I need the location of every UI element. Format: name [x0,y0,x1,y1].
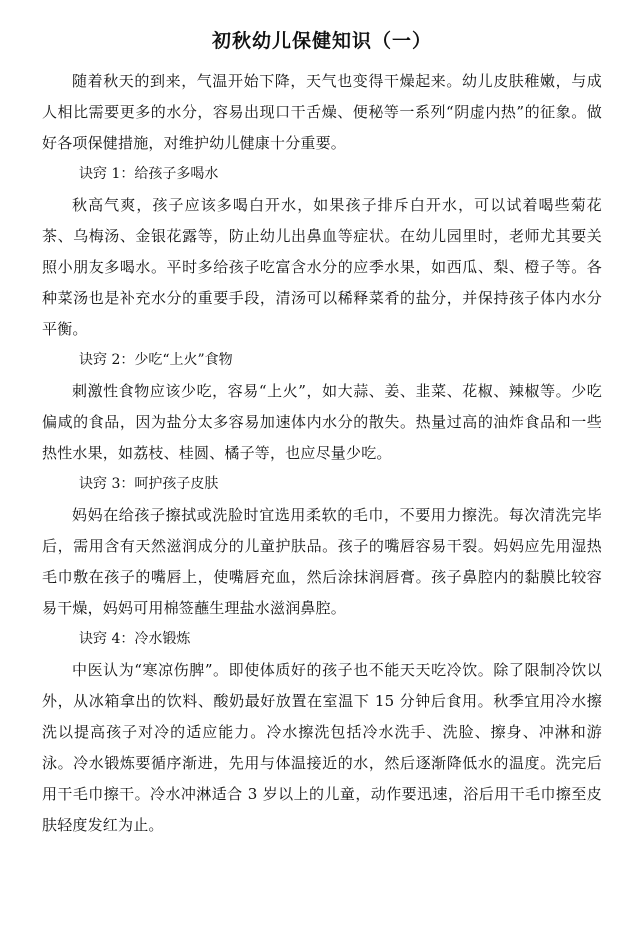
intro-paragraph: 随着秋天的到来，气温开始下降，天气也变得干燥起来。幼儿皮肤稚嫩，与成人相比需要更多的水分，容易出现口干舌燥、便秘等一系列“阴虚内热”的征象。做好各项保健措施，对维护幼儿健康十分重要。 [42,72,602,152]
section-body: 妈妈在给孩子擦拭或洗脸时宜选用柔软的毛巾，不要用力擦洗。每次清洗完毕后，需用含有天然滋润成分的儿童护肤品。孩子的嘴唇容易干裂。妈妈应先用湿热毛巾敷在孩子的嘴唇上，使嘴唇充血，然后涂抹润唇膏。孩子鼻腔内的黏膜比较容易干燥，妈妈可用棉签蘸生理盐水滋润鼻腔。 [42,506,602,617]
document-title: 初秋幼儿保健知识（一） [211,30,432,52]
section-3 [42,469,602,624]
section-body: 中医认为“寒凉伤脾”。即使体质好的孩子也不能天天吃冷饮。除了限制冷饮以外，从冰箱拿出的饮料、酸奶最好放置在室温下 15 分钟后食用。秋季宜用冷水擦洗以提高孩子对冷的适应能力。冷水擦洗包括冷水洗手、洗脸、擦身、冲淋和游泳。冷水锻炼要循序渐进，先用与体温接近的水，然后逐渐降低水的温度。洗完后用干毛巾擦干。冷水冲淋适合 3 岁以上的儿童，动作要迅速，浴后用干毛巾擦至皮肤轻度发红为止。 [42,661,602,834]
section-4 [42,624,602,841]
section-body: 刺激性食物应该少吃，容易“上火”，如大蒜、姜、韭菜、花椒、辣椒等。少吃偏咸的食品，因为盐分太多容易加速体内水分的散失。热量过高的油炸食品和一些热性水果，如荔枝、桂圆、橘子等，也应尽量少吃。 [42,382,602,462]
section-heading: 诀窍 3：呵护孩子皮肤 [79,476,219,492]
section-2 [42,345,602,469]
section-heading: 诀窍 4：冷水锻炼 [79,631,191,647]
section-heading: 诀窍 2：少吃“上火”食物 [79,352,233,368]
section-1 [42,159,602,345]
section-heading: 诀窍 1：给孩子多喝水 [79,166,219,182]
section-body: 秋高气爽，孩子应该多喝白开水，如果孩子排斥白开水，可以试着喝些菊花茶、乌梅汤、金银花露等，防止幼儿出鼻血等症状。在幼儿园里时，老师尤其要关照小朋友多喝水。平时多给孩子吃富含水分的应季水果，如西瓜、梨、橙子等。各种菜汤也是补充水分的重要手段，清汤可以稀释菜肴的盐分，并保持孩子体内水分平衡。 [42,196,602,338]
